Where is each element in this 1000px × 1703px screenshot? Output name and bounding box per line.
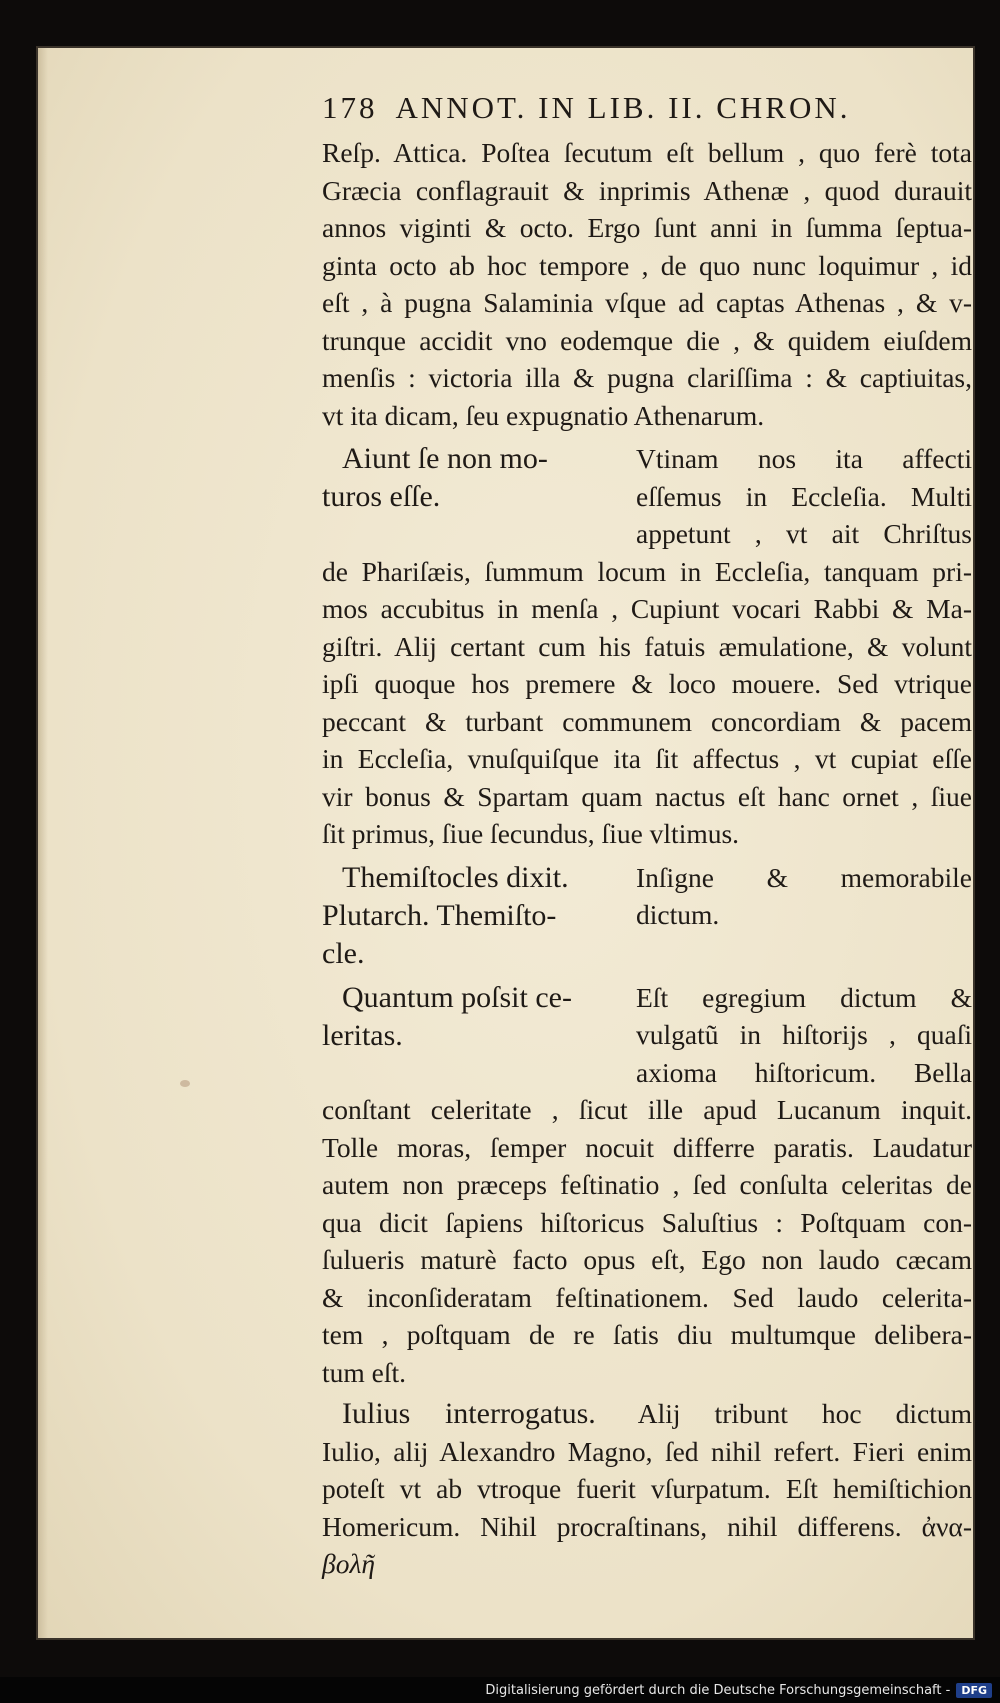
- text-line: conſtant celeritate , ſicut ille apud Lucanum inquit.: [322, 1094, 972, 1125]
- text-line: ſit primus, ſiue ſecundus, ſiue vltimus.: [322, 818, 740, 849]
- digitization-credit: Digitalisierung gefördert durch die Deutsche Forschungsgemeinschaft -: [485, 1682, 951, 1698]
- page-number: 178: [322, 90, 378, 125]
- text-line: tem , poſtquam de re ſatis diu multumque delibera-: [322, 1319, 972, 1350]
- text-line: giſtri. Alij certant cum his fatuis æmulatione, & volunt: [322, 630, 972, 662]
- entry-gloss: [624, 859, 972, 973]
- entry-continuation: [322, 1091, 972, 1391]
- entry-gloss: [624, 979, 972, 1092]
- foxing-spot: [180, 1080, 190, 1087]
- text-line: ginta octo ab hoc tempore , de quo nunc loquimur , id: [322, 249, 972, 281]
- entry-continuation: [322, 553, 972, 853]
- text-line: eſt , à pugna Salaminia vſque ad captas Athenas , & v-: [322, 287, 972, 318]
- final-entry-first-line: [322, 1395, 972, 1433]
- gloss-line: appetunt , vt ait Chriſtus: [636, 518, 972, 549]
- lemma-line: cle.: [322, 936, 365, 970]
- opening-paragraph: [322, 134, 972, 434]
- gloss-line: Alij tribunt hoc dictum: [637, 1398, 972, 1429]
- text-line: in Eccleſia, vnuſquiſque ita ſit affectus , vt cupiat eſſe: [322, 743, 972, 774]
- text-line: mos accubitus in menſa , Cupiunt vocari Rabbi & Ma-: [322, 593, 972, 624]
- text-line: Græcia conflagrauit & inprimis Athenæ , quod durauit: [322, 174, 972, 206]
- gloss-line: eſſemus in Eccleſia. Multi: [636, 480, 972, 512]
- text-line: qua dicit ſapiens hiſtoricus Saluſtius : Poſtquam con-: [322, 1206, 972, 1238]
- entry-lemma: [322, 440, 624, 553]
- gloss-line: dictum.: [636, 899, 720, 930]
- text-line: peccant & turbant communem concordiam & pacem: [322, 705, 972, 737]
- annotation-entry: [322, 440, 972, 553]
- running-head: [322, 88, 972, 128]
- entry-gloss: [624, 440, 972, 553]
- entry-lemma: Iulius interrogatus.: [342, 1397, 596, 1430]
- gloss-line: vulgatũ in hiſtorijs , quaſi: [636, 1019, 972, 1050]
- page-text: [322, 88, 972, 1583]
- text-line: Iulio, alij Alexandro Magno, ſed nihil refert. Fieri enim: [322, 1435, 972, 1467]
- gloss-line: Inſigne & memorabile: [636, 861, 972, 893]
- text-line: annos viginti & octo. Ergo ſunt anni in ſumma ſeptua-: [322, 212, 972, 243]
- gloss-line: axioma hiſtoricum. Bella: [636, 1056, 972, 1088]
- text-line: vir bonus & Spartam quam nactus eſt hanc ornet , ſiue: [322, 780, 972, 812]
- lemma-line: leritas.: [322, 1018, 403, 1052]
- lemma-line: Aiunt ſe non mo-: [342, 442, 548, 475]
- text-line: Homericum. Nihil procraſtinans, nihil differens. ἀνα-: [322, 1510, 972, 1542]
- text-line: menſis : victoria illa & pugna clariſſima : & captiuitas,: [322, 362, 972, 393]
- lemma-line: Quantum poſsit ce-: [342, 980, 572, 1014]
- gloss-line: Vtinam nos ita affecti: [636, 443, 972, 474]
- text-line: ipſi quoque hos premere & loco mouere. Sed vtrique: [322, 668, 972, 699]
- text-line: & inconſideratam feſtinationem. Sed laudo celerita-: [322, 1281, 972, 1313]
- annotation-entry: [322, 859, 972, 973]
- gloss-line: Eſt egregium dictum &: [636, 981, 972, 1013]
- entry-lemma: [322, 979, 624, 1092]
- text-line: poteſt vt ab vtroque fuerit vſurpatum. Eſt hemiſtichion: [322, 1473, 972, 1504]
- entry-lemma: [322, 859, 624, 973]
- text-line: Reſp. Attica. Poſtea ſecutum eſt bellum , quo ferè tota: [322, 137, 972, 168]
- text-line: trunque accidit vno eodemque die , & quidem eiuſdem: [322, 324, 972, 356]
- page-gutter-shadow: [38, 48, 48, 1638]
- running-title: ANNOT. IN LIB. II. CHRON.: [395, 90, 851, 125]
- final-entry: [322, 1395, 972, 1583]
- text-line: de Phariſæis, ſummum locum in Eccleſia, tanquam pri-: [322, 555, 972, 587]
- lemma-line: Plutarch. Themiſto-: [322, 898, 557, 932]
- digitization-credit-bar: [0, 1677, 1000, 1703]
- greek-word-tail: βολῆ: [322, 1548, 375, 1579]
- text-line: ſulueris maturè facto opus eſt, Ego non laudo cæcam: [322, 1244, 972, 1275]
- dfg-logo: DFG: [956, 1683, 992, 1698]
- annotation-entry: [322, 979, 972, 1092]
- text-line: vt ita dicam, ſeu expugnatio Athenarum.: [322, 399, 765, 431]
- text-line: tum eſt.: [322, 1356, 407, 1388]
- lemma-line: Themiſtocles dixit.: [342, 860, 569, 894]
- lemma-line: turos eſſe.: [322, 480, 441, 513]
- text-line: autem non præceps feſtinatio , ſed conſulta celeritas de: [322, 1169, 972, 1200]
- text-line: Tolle moras, ſemper nocuit differre paratis. Laudatur: [322, 1131, 972, 1163]
